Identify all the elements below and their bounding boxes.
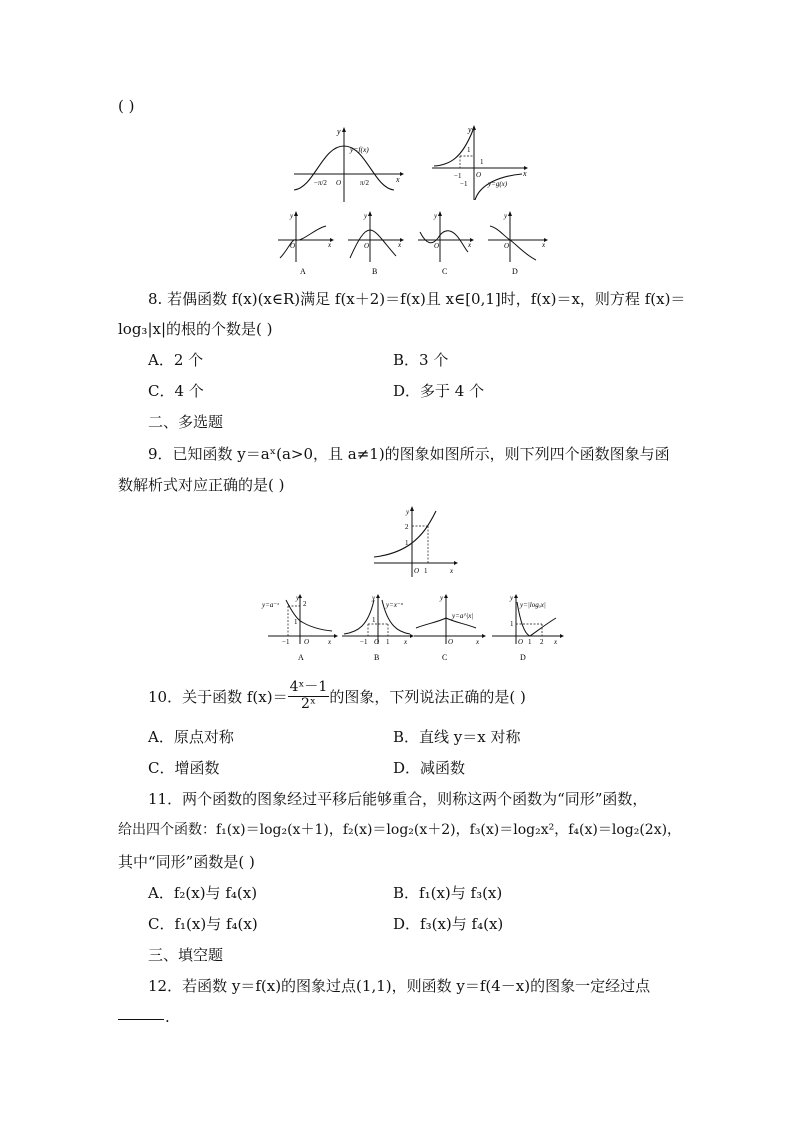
svg-text:x: x [328, 241, 332, 249]
q10-option-c: C．增函数 [148, 759, 220, 777]
svg-text:y: y [372, 594, 376, 602]
svg-text:D: D [512, 267, 518, 276]
svg-text:O: O [364, 242, 370, 250]
q9-b-label: y=x⁻ᵃ [386, 601, 404, 609]
q10-suffix: 的图象，下列说法正确的是( ) [329, 687, 526, 706]
svg-text:−1: −1 [460, 180, 468, 188]
svg-text:O: O [504, 242, 510, 250]
svg-text:A: A [300, 267, 306, 276]
svg-text:1: 1 [467, 146, 471, 154]
q8-stem-line2: log₃|x|的根的个数是( ) [118, 320, 273, 338]
svg-text:2: 2 [405, 523, 409, 531]
q9-d-label: y=|logₐx| [520, 601, 546, 609]
svg-text:C: C [442, 653, 448, 662]
svg-text:1: 1 [424, 567, 428, 575]
svg-text:1: 1 [372, 616, 376, 624]
svg-text:2: 2 [540, 638, 544, 646]
fig7-gx-label: y=g(x) [488, 180, 508, 188]
q10-option-b: B．直线 y＝x 对称 [393, 728, 521, 746]
q7-option-graph-a [276, 210, 336, 276]
svg-text:B: B [372, 267, 378, 276]
q10-prefix: 10．关于函数 f(x)＝ [148, 687, 288, 706]
svg-text:y: y [296, 594, 300, 602]
svg-text:B: B [374, 653, 380, 662]
svg-text:O: O [414, 567, 420, 575]
q9-stem-line1: 9．已知函数 y＝aˣ(a>0，且 a≠1)的图象如图所示，则下列四个函数图象与函 [148, 445, 670, 463]
q9-a-label: y=a⁻ˣ [262, 601, 280, 609]
svg-text:C: C [442, 267, 448, 276]
svg-text:x: x [554, 638, 558, 646]
q10-stem [148, 676, 526, 716]
q11-option-d: D．f₃(x)与 f₄(x) [393, 915, 504, 933]
svg-text:x: x [404, 638, 408, 646]
q9-c-label: y=a^|x| [452, 612, 474, 620]
q7-figure-fx [292, 126, 404, 204]
svg-text:O: O [290, 242, 296, 250]
svg-text:y: y [364, 212, 368, 220]
svg-text:O: O [434, 242, 440, 250]
svg-text:−π/2: −π/2 [314, 179, 327, 187]
q9-main-figure [372, 505, 458, 579]
svg-text:y: y [504, 212, 508, 220]
q8-option-d: D．多于 4 个 [393, 382, 485, 400]
svg-text:O: O [518, 638, 524, 646]
q7-option-graph-d [486, 210, 550, 276]
q8-option-b: B．3 个 [393, 351, 449, 369]
svg-text:O: O [374, 638, 380, 646]
svg-text:1: 1 [294, 618, 298, 626]
q9-option-graph-b [340, 594, 416, 664]
fig7-fx-label: y=f(x) [350, 145, 369, 154]
svg-text:x: x [523, 169, 527, 178]
q10-fraction [288, 680, 330, 712]
q10-option-a: A．原点对称 [148, 728, 234, 746]
svg-text:x: x [328, 638, 332, 646]
svg-text:y: y [406, 508, 410, 516]
q9-option-graph-d [490, 594, 566, 664]
q12-stem-line1: 12．若函数 y＝f(x)的图象过点(1,1)，则函数 y＝f(4－x)的图象一定经过点 [148, 977, 651, 995]
svg-text:−1: −1 [360, 638, 368, 646]
svg-text:1: 1 [405, 539, 409, 547]
q8-option-c: C．4 个 [148, 382, 204, 400]
svg-text:x: x [396, 175, 400, 184]
svg-text:D: D [520, 653, 526, 662]
svg-text:x: x [398, 241, 402, 249]
q11-option-a: A．f₂(x)与 f₄(x) [148, 884, 258, 902]
q9-stem-line2: 数解析式对应正确的是( ) [118, 476, 285, 494]
svg-text:x: x [476, 638, 480, 646]
svg-text:π/2: π/2 [360, 179, 369, 187]
svg-text:y: y [440, 594, 444, 602]
svg-text:1: 1 [510, 620, 514, 628]
svg-text:O: O [304, 638, 310, 646]
q11-option-b: B．f₁(x)与 f₃(x) [393, 884, 503, 902]
svg-text:2: 2 [303, 600, 307, 608]
q8-stem-line1: 8. 若偶函数 f(x)(x∈R)满足 f(x＋2)＝f(x)且 x∈[0,1]时，f(x)＝x，则方程 f(x)＝ [148, 290, 686, 308]
q7-option-graph-c [416, 210, 476, 276]
q10-numerator: 4ˣ－1 [289, 679, 328, 696]
q12-answer-blank [118, 1019, 164, 1020]
section-multiple-choice-heading: 二、多选题 [148, 413, 224, 431]
q11-option-c: C．f₁(x)与 f₄(x) [148, 915, 258, 933]
q7-option-graph-b [346, 210, 406, 276]
svg-text:O: O [448, 638, 454, 646]
q10-denominator: 2ˣ [301, 695, 316, 712]
svg-text:1: 1 [528, 638, 532, 646]
q9-option-graph-c [412, 594, 488, 664]
svg-text:1: 1 [480, 158, 484, 166]
svg-text:A: A [298, 653, 304, 662]
svg-text:y: y [434, 212, 438, 220]
svg-text:−1: −1 [454, 172, 462, 180]
section-fill-in-heading: 三、填空题 [148, 946, 224, 964]
svg-text:x: x [450, 567, 454, 575]
q7-answer-paren: ( ) [118, 97, 135, 115]
svg-text:x: x [542, 241, 546, 249]
q12-period: . [165, 1008, 170, 1026]
q11-stem-line2: 给出四个函数：f₁(x)＝log₂(x＋1)，f₂(x)＝log₂(x＋2)，f₃(x)＝log₂x²，f₄(x)＝log₂(2x)， [118, 822, 682, 838]
q11-stem-line3: 其中“同形”函数是( ) [118, 853, 255, 871]
q11-stem-line1: 11．两个函数的图象经过平移后能够重合，则称这两个函数为“同形”函数， [148, 790, 648, 808]
q10-option-d: D．减函数 [393, 759, 466, 777]
svg-text:O: O [336, 179, 342, 187]
svg-text:−1: −1 [282, 638, 290, 646]
svg-text:y: y [510, 594, 514, 602]
svg-text:y: y [468, 125, 472, 134]
q8-option-a: A．2 个 [148, 351, 204, 369]
svg-text:x: x [468, 241, 472, 249]
svg-text:1: 1 [386, 638, 390, 646]
svg-text:y: y [290, 212, 294, 220]
q9-option-graph-a [262, 594, 338, 664]
svg-text:O: O [476, 171, 482, 179]
q7-figure-gx [430, 124, 530, 202]
svg-text:y: y [337, 127, 341, 136]
